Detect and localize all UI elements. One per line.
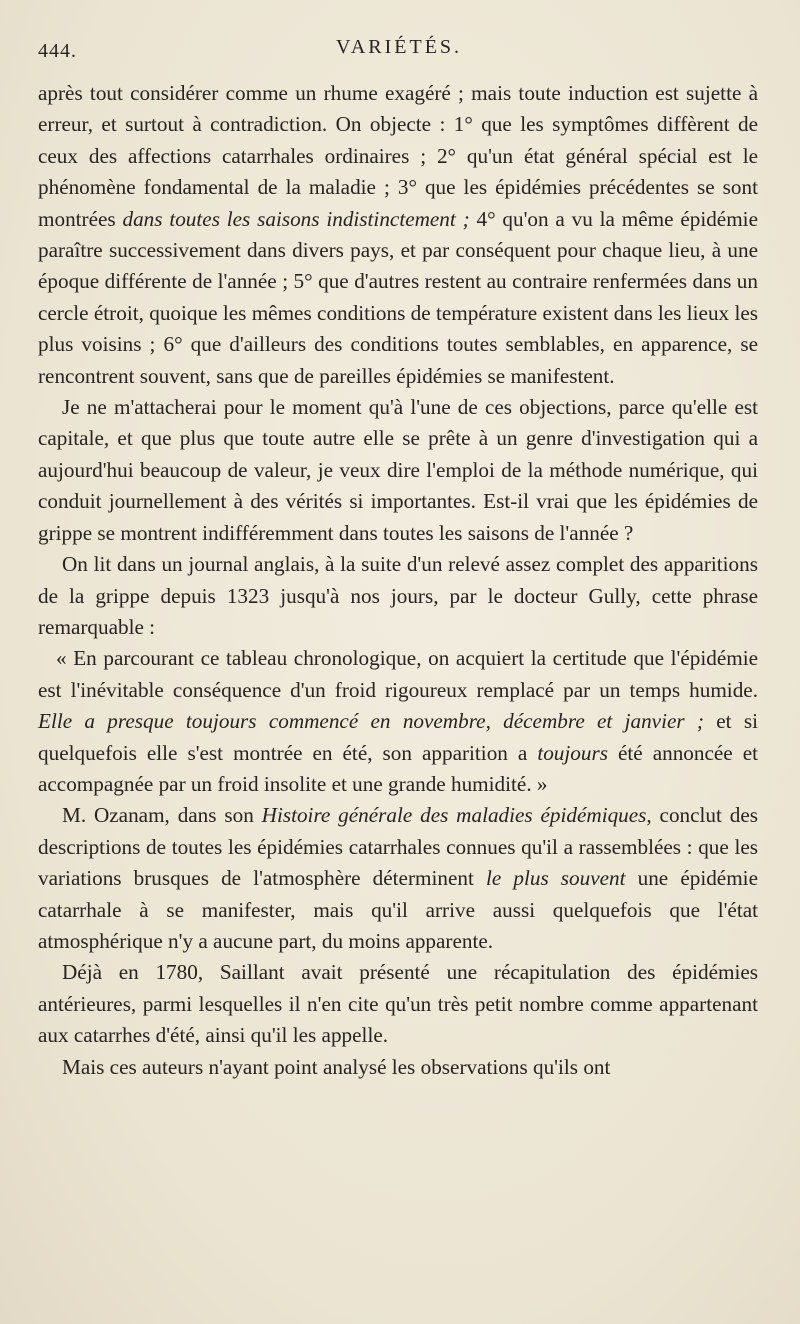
text-run: , conclut des descriptions de toutes les épidémies catarrhales connues qu'il a rassemblées : que les variations brusques de l'atmosphère déterminent <box>38 803 758 891</box>
text-run: M. Ozanam, dans son <box>62 803 262 828</box>
body-text <box>38 78 758 1083</box>
text-run: Mais ces auteurs n'ayant point analysé les observations qu'ils ont <box>62 1054 611 1079</box>
paragraph <box>38 1052 758 1083</box>
italic-text: dans toutes les saisons indistinctement ; <box>122 206 470 231</box>
paragraph <box>38 78 758 392</box>
text-run: une épidémie catarrhale à se manifester, mais qu'il arrive aussi quelquefois que l'état atmosphérique n'y a aucune part, du moins apparente. <box>38 866 758 953</box>
text-run: On lit dans un journal anglais, à la suite d'un relevé assez complet des apparitions de la grippe depuis 1323 jusqu'à nos jours, par le docteur Gully, cette phrase remarquable : <box>38 552 758 639</box>
paragraph <box>38 549 758 643</box>
page-header <box>38 36 760 66</box>
text-run: Je ne m'attacherai pour le moment qu'à l'une de ces objections, parce qu'elle est capitale, et que plus que toute autre elle se prête à un genre d'investigation qui a aujourd'hui beaucoup de valeur, je veux dire l'emploi de la méthode numérique, qui conduit journellement à des vérités si importantes. Est-il vrai que les épidémies de grippe se montrent indifféremment dans toutes les saisons de l'année ? <box>38 395 758 545</box>
page-number: 444. <box>38 40 77 62</box>
text-run: été annoncée et accompagnée par un froid insolite et une grande humidité. » <box>38 740 758 796</box>
text-run: et si quelquefois elle s'est montrée en été, son apparition a <box>38 709 758 765</box>
paragraph <box>38 800 758 957</box>
italic-text: le plus souvent <box>485 866 626 891</box>
italic-text: Histoire générale des maladies épidémiques <box>261 803 647 828</box>
text-run: après tout considérer comme un rhume exagéré ; mais toute induction est sujette à erreur, et surtout à contradiction. On objecte : 1° que les symptômes diffèrent de ceux des affections catarrhales ordinaires ; 2° qu'un état général spécial est le phénomène fondamental de la maladie ; 3° que les épidémies précédentes se sont montrées <box>38 81 758 231</box>
text-run: 4° qu'on a vu la même épidémie paraître successivement dans divers pays, et par conséquent pour chaque lieu, à une époque différente de l'année ; 5° que d'autres restent au contraire renfermées dans un cercle étroit, quoique les mêmes conditions de température existent dans les lieux les plus voisins ; 6° que d'ailleurs des conditions toutes semblables, en apparence, se rencontrent souvent, sans que de pareilles épidémies se manifestent. <box>38 206 758 388</box>
text-run: Déjà en 1780, Saillant avait présenté une récapitulation des épidémies antérieures, parmi lesquelles il n'en cite qu'un très petit nombre comme appartenant aux catarrhes d'été, ainsi qu'il les appelle. <box>38 960 758 1048</box>
italic-text: Elle a presque toujours commencé en novembre, décembre et janvier ; <box>38 709 704 734</box>
paragraph <box>38 643 758 800</box>
italic-text: toujours <box>537 740 608 765</box>
running-head: VARIÉTÉS. <box>335 36 463 58</box>
paragraph <box>38 957 758 1051</box>
text-run: « En parcourant ce tableau chronologique, on acquiert la certitude que l'épidémie est l'inévitable conséquence d'un froid rigoureux remplacé par un temps humide. <box>38 646 758 702</box>
paragraph <box>38 392 758 549</box>
